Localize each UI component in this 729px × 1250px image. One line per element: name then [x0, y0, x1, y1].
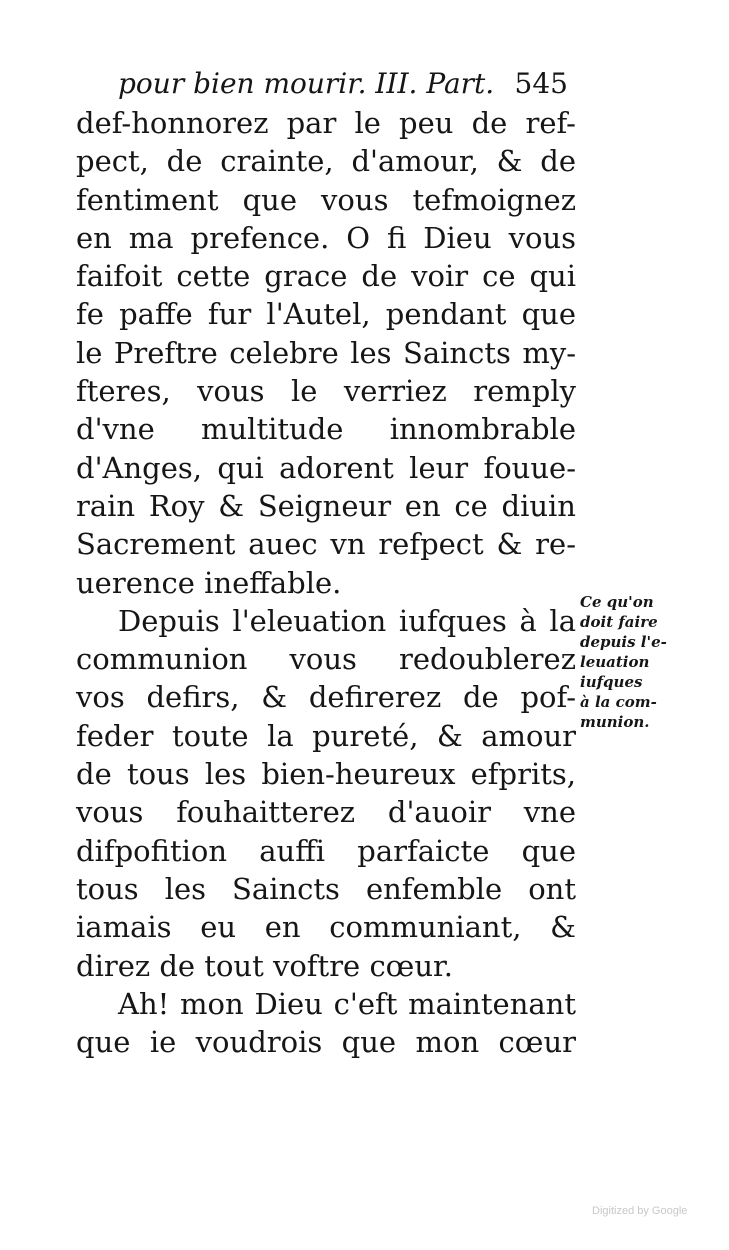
text-line: uerence ineffable. [76, 565, 342, 600]
text-line: vous fouhaitterez d'auoir vne [76, 795, 576, 830]
body-text [76, 104, 576, 1061]
text-line: en ma prefence. O fi Dieu vous [76, 220, 576, 255]
text-line: direz de tout voftre cœur. [76, 948, 453, 983]
text-line: faifoit cette grace de voir ce qui [76, 259, 576, 294]
paragraph-first-line: Depuis l'eleuation iufques à la [118, 603, 576, 638]
text-line: fe paffe fur l'Autel, pendant que [76, 297, 576, 332]
text-line: de tous les bien-heureux efprits, [76, 757, 576, 792]
margin-note-line: munion. [580, 713, 650, 731]
text-line: fentiment que vous tefmoignez [76, 182, 576, 217]
text-line: feder toute la pureté, & amour [76, 718, 576, 753]
margin-note [580, 592, 690, 732]
text-line: pect, de crainte, d'amour, & de [76, 144, 576, 179]
watermark: Digitized by Google [592, 1205, 688, 1217]
margin-note-line: iufques [580, 673, 643, 691]
text-line: tous les Saincts enfemble ont [76, 871, 576, 906]
running-header [118, 64, 578, 104]
text-line: que ie voudrois que mon cœur [76, 1025, 576, 1060]
text-line: Sacrement auec vn refpect & re- [76, 527, 576, 562]
text-line: rain Roy & Seigneur en ce diuin [76, 488, 576, 523]
text-line: vos defirs, & defirerez de pof- [76, 680, 576, 715]
text-line: communion vous redoublerez [76, 642, 576, 677]
running-title: pour bien mourir. III. Part. [118, 67, 495, 100]
text-line: difpofition auffi parfaicte que [76, 833, 576, 868]
text-line: d'Anges, qui adorent leur fouue- [76, 450, 576, 485]
margin-note-line: Ce qu'on [580, 593, 654, 611]
margin-note-line: leuation [580, 653, 650, 671]
margin-note-line: à la com- [580, 693, 657, 711]
text-line: fteres, vous le verriez remply [76, 374, 576, 409]
page-number: 545 [514, 67, 568, 100]
margin-note-line: depuis l'e- [580, 633, 667, 651]
text-line: iamais eu en communiant, & [76, 910, 576, 945]
paragraph-first-line: Ah! mon Dieu c'eft maintenant [118, 986, 576, 1021]
text-line: d'vne multitude innombrable [76, 412, 576, 447]
text-line: le Preftre celebre les Saincts my- [76, 335, 576, 370]
margin-note-line: doit faire [580, 613, 658, 631]
text-line: def-honnorez par le peu de ref- [76, 106, 576, 140]
